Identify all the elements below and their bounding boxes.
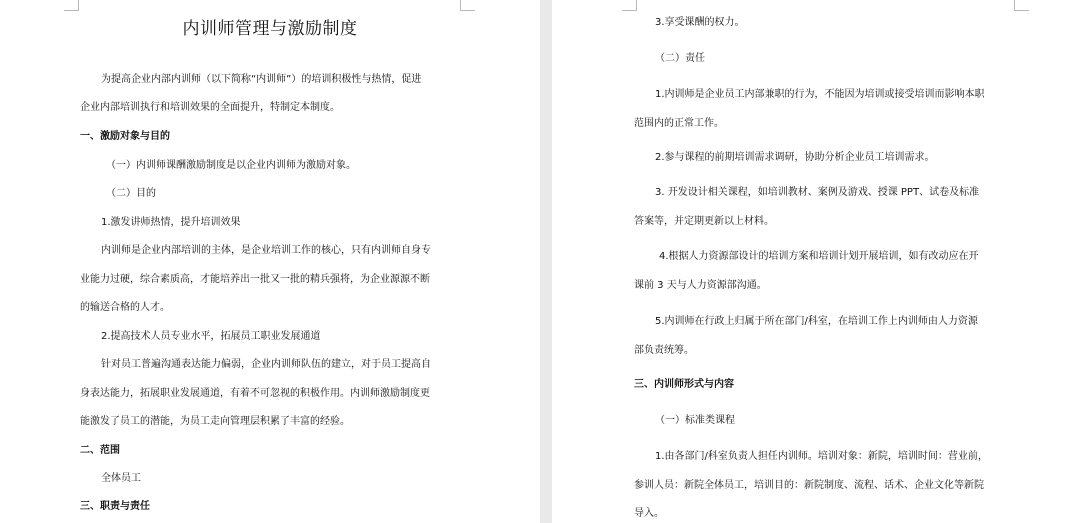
paragraph-line: 能激发了员工的潜能，为员工走向管理层积累了丰富的经验。 [80,416,350,427]
paragraph-line: 部负责统筹。 [634,345,694,356]
paragraph-line: 为提高企业内部内训师（以下简称“内训师”）的培训积极性与热情，促进 [101,74,422,85]
paragraph-line: （一）内训师课酬激励制度是以企业内训师为激励对象。 [106,160,356,171]
paragraph-line: 全体员工 [101,473,141,484]
page-corner-mark [622,0,637,11]
paragraph-line: 导入。 [634,508,664,519]
paragraph-line: （二）目的 [106,188,156,199]
paragraph-line: 范围内的正常工作。 [634,118,724,129]
paragraph-line: 身表达能力，拓展职业发展通道，有着不可忽视的积极作用。内训师激励制度更 [80,388,430,399]
section-heading: 一、激励对象与目的 [80,131,170,142]
paragraph-line: 答案等，并定期更新以上材料。 [634,216,774,227]
paragraph-line: 5.内训师在行政上归属于所在部门/科室，在培训工作上内训师由人力资源 [655,316,978,327]
paragraph-line: （二）责任 [655,53,705,64]
section-heading: 三、职责与责任 [80,501,150,512]
document-title: 内训师管理与激励制度 [182,19,358,39]
paragraph-line: （一）标准类课程 [655,415,735,426]
paragraph-line: 的输送合格的人才。 [80,302,170,313]
paragraph-line: 3.享受课酬的权力。 [655,17,745,28]
paragraph-line: 课前 3 天与人力资源部沟通。 [634,280,767,291]
paragraph-line: 企业内部培训执行和培训效果的全面提升，特制定本制度。 [80,102,340,113]
paragraph-line: 3. 开发设计相关课程，如培训教材、案例及游戏、授课 PPT、试卷及标准 [655,187,980,198]
paragraph-line: 参训人员：新院全体员工，培训目的：新院制度、流程、话术、企业文化等新院 [634,480,984,491]
paragraph-line: 2.提高技术人员专业水平，拓展员工职业发展通道 [101,331,321,342]
page-gap [540,0,552,523]
section-heading: 二、范围 [80,445,120,456]
page-corner-mark [460,0,475,11]
paragraph-line: 4.根据人力资源部设计的培训方案和培训计划开展培训，如有改动应在开 [659,251,979,262]
paragraph-line: 1.由各部门/科室负责人担任内训师。培训对象：新院，培训时间：营业前， [655,451,988,462]
paragraph-line: 1.激发讲师热情，提升培训效果 [101,217,241,228]
paragraph-line: 1.内训师是企业员工内部兼职的行为，不能因为培训或接受培训而影响本职 [655,89,985,100]
paragraph-line: 针对员工普遍沟通表达能力偏弱，企业内训师队伍的建立，对于员工提高自 [101,359,431,370]
paragraph-line: 内训师是企业内部培训的主体，是企业培训工作的核心，只有内训师自身专 [101,245,431,256]
document-page-right [552,0,1080,523]
page-corner-mark [1014,0,1029,11]
section-heading: 三、内训师形式与内容 [634,379,734,390]
page-corner-mark [64,0,79,11]
paragraph-line: 2.参与课程的前期培训需求调研，协助分析企业员工培训需求。 [655,152,935,163]
paragraph-line: 业能力过硬，综合素质高，才能培养出一批又一批的精兵强将，为企业源源不断 [80,274,430,285]
